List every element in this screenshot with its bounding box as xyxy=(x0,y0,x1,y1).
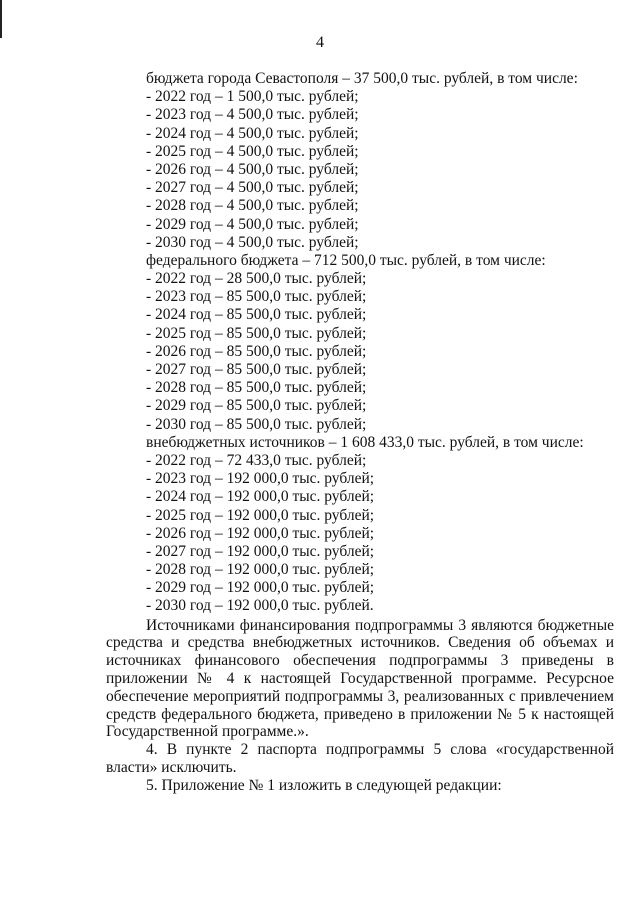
budget-line: - 2030 год – 85 500,0 тыс. рублей; xyxy=(146,415,367,433)
budget-line: - 2025 год – 4 500,0 тыс. рублей; xyxy=(146,142,359,160)
budget-line: - 2022 год – 1 500,0 тыс. рублей; xyxy=(146,88,359,106)
budget-line: - 2027 год – 85 500,0 тыс. рублей; xyxy=(146,361,367,378)
item-5-paragraph: 5. Приложение № 1 изложить в следующей редакции: xyxy=(146,776,502,794)
budget-line: - 2024 год – 4 500,0 тыс. рублей; xyxy=(146,124,359,142)
budget-line: - 2030 год – 4 500,0 тыс. рублей; xyxy=(146,233,359,251)
budget-line: - 2025 год – 85 500,0 тыс. рублей; xyxy=(146,324,367,342)
budget-line: - 2028 год – 4 500,0 тыс. рублей; xyxy=(146,197,359,215)
budget-line: - 2023 год – 85 500,0 тыс. рублей; xyxy=(146,288,367,306)
budget-line: - 2030 год – 192 000,0 тыс. рублей. xyxy=(146,597,374,615)
budget-line: - 2024 год – 192 000,0 тыс. рублей; xyxy=(146,488,375,506)
budget-line: - 2023 год – 4 500,0 тыс. рублей; xyxy=(146,106,359,124)
budget-line: - 2025 год – 192 000,0 тыс. рублей; xyxy=(146,506,375,524)
item-4-paragraph: 4. В пункте 2 паспорта подпрограммы 5 слова «государственной власти» исключить. xyxy=(106,741,614,776)
budget-line: - 2029 год – 85 500,0 тыс. рублей; xyxy=(146,397,367,415)
budget-line: - 2029 год – 4 500,0 тыс. рублей; xyxy=(146,215,359,233)
budget-line: - 2027 год – 192 000,0 тыс. рублей; xyxy=(146,542,375,560)
budget-line: бюджета города Севастополя – 37 500,0 тыс. рублей, в том числе: xyxy=(146,70,578,87)
budget-line: - 2024 год – 85 500,0 тыс. рублей; xyxy=(146,306,367,324)
budget-line: - 2022 год – 72 433,0 тыс. рублей; xyxy=(146,451,367,469)
budget-line: - 2026 год – 4 500,0 тыс. рублей; xyxy=(146,160,359,178)
budget-line: - 2026 год – 85 500,0 тыс. рублей; xyxy=(146,342,367,360)
budget-line: - 2022 год – 28 500,0 тыс. рублей; xyxy=(146,270,367,288)
budget-breakdown-list xyxy=(106,70,614,616)
budget-line: - 2028 год – 192 000,0 тыс. рублей; xyxy=(146,561,375,579)
left-edge-mark xyxy=(0,0,2,38)
financing-paragraph: Источниками финансирования подпрограммы 3 являются бюджетные средства и средства внебюджетных источников. Сведения об объемах и источниках финансового обеспечения подпрограммы 3 приведены в приложении № 4 к настоящей Государственной программе. Ресурсное обеспечение мероприятий подпрограммы 3, реализованных с привлечением средств федерального бюджета, приведено в приложении № 5 к настоящей Государственной программе.». xyxy=(106,616,614,741)
budget-line: - 2026 год – 192 000,0 тыс. рублей; xyxy=(146,524,375,542)
budget-line: - 2027 год – 4 500,0 тыс. рублей; xyxy=(146,179,359,197)
budget-line: внебюджетных источников – 1 608 433,0 тыс. рублей, в том числе: xyxy=(146,433,584,451)
budget-line: федерального бюджета – 712 500,0 тыс. рублей, в том числе: xyxy=(146,251,546,269)
budget-line: - 2023 год – 192 000,0 тыс. рублей; xyxy=(146,470,375,488)
document-body xyxy=(106,70,614,795)
page-number: 4 xyxy=(316,34,324,51)
budget-line: - 2029 год – 192 000,0 тыс. рублей; xyxy=(146,579,375,597)
budget-line: - 2028 год – 85 500,0 тыс. рублей; xyxy=(146,379,367,397)
